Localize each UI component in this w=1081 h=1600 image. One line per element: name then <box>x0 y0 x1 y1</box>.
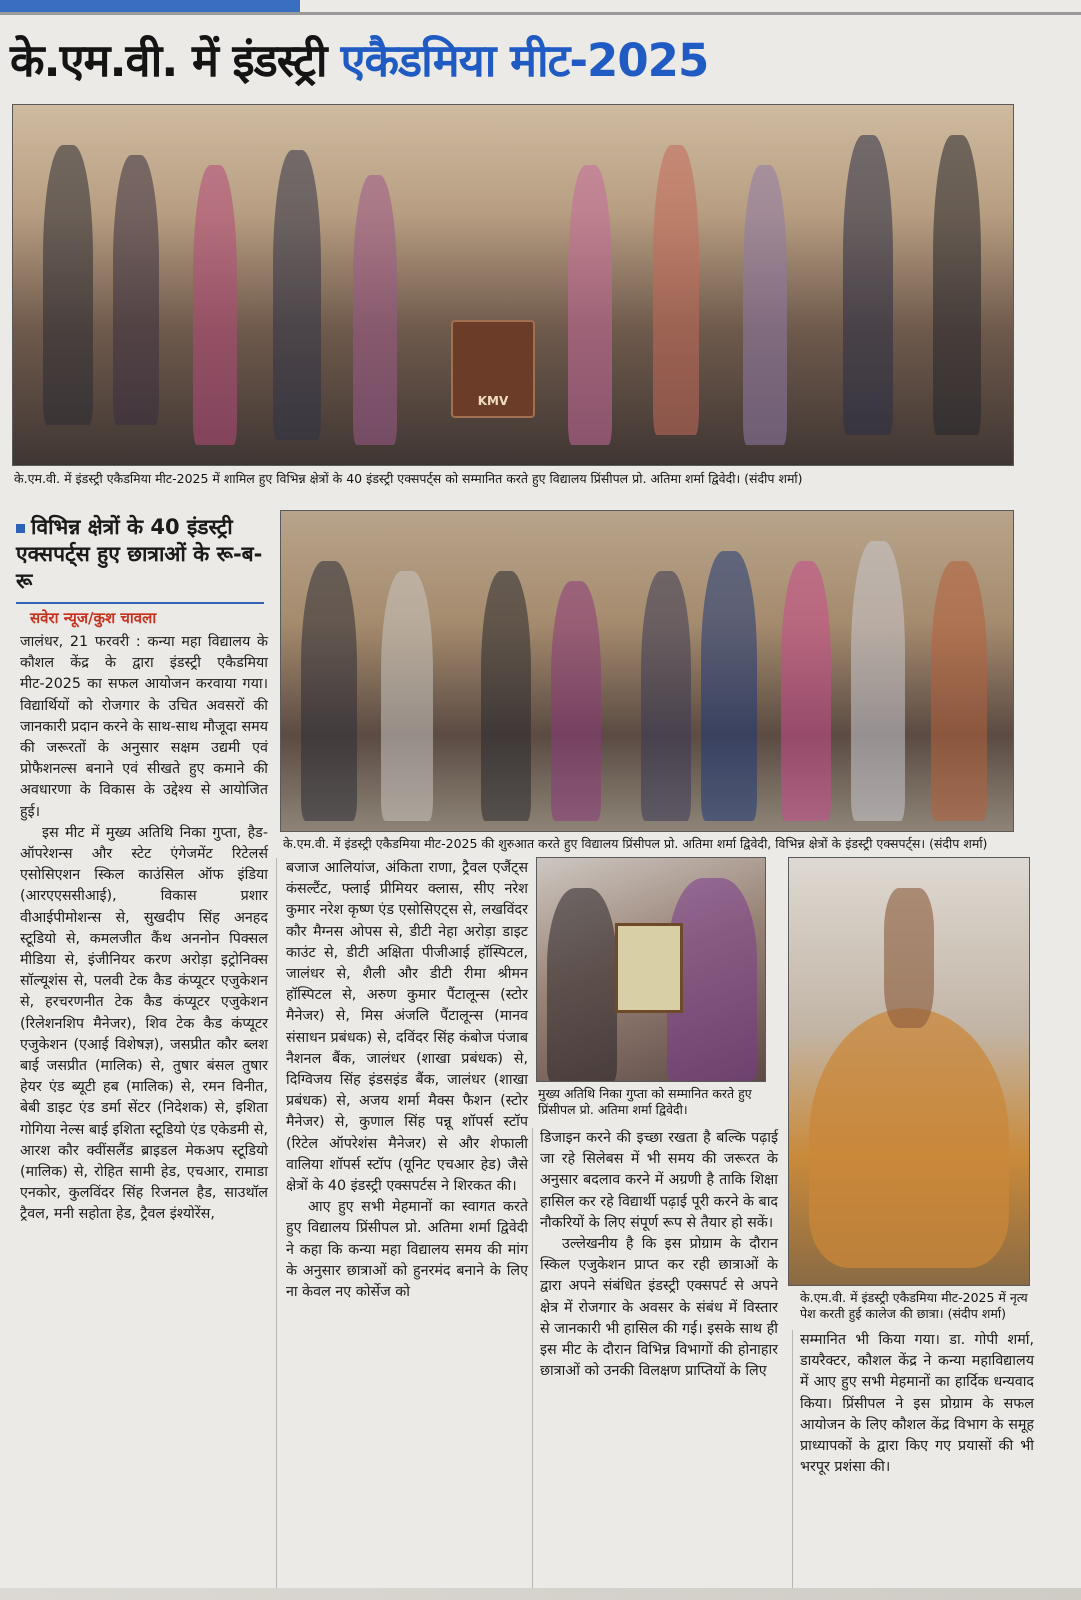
honor-photo-caption: मुख्य अतिथि निका गुप्ता को सम्मानित करते हुए प्रिंसीपल प्रो. अतिमा शर्मा द्विवेदी। <box>538 1086 752 1117</box>
article-paragraph: उल्लेखनीय है कि इस प्रोग्राम के दौरान स्किल एजुकेशन प्राप्त कर रही छात्राओं के द्वारा अपने संबंधित इंडस्ट्री एक्सपर्ट से अपने क्षेत्र में रोजगार के अवसर के संबंध में विस्तार से जानकारी भी हासिल की गई। इसके साथ ही इस मीट के दौरान विभिन्न विभागों की होनाहार छात्राओं को उनकी विलक्षण प्राप्तियों के लिए <box>540 1236 778 1380</box>
headline-black-part: के.एम.वी. में इंडस्ट्री <box>10 34 327 87</box>
subhead-bullet-icon <box>16 524 25 533</box>
headline-blue-part: एकैडमिया मीट-2025 <box>340 34 709 87</box>
article-paragraph: बजाज आलियांज, अंकिता राणा, ट्रैवल एजैंट्स कंसल्टैंट, फ्लाई प्रीमियर क्लास, सीए नरेश कुमार नरेश कृष्ण एंड एसोसिएट्स से, लखविंदर कौर मैग्नस ओपस से, डीटी नेहा अरोड़ा डाइट काउंट से, डीटी अक्षिता पीजीआई हॉस्पिटल, जालंधर से, शैली और डीटी रीमा श्रीमन हॉस्पिटल से, अरुण कुमार पैंटालून्स (स्टोर मैनेजर) से, मिस अंजलि पैंटालून्स (मानव संसाधन प्रबंधक) से, दविंदर सिंह कंबोज पंजाब नैशनल बैंक, जालंधर (शाखा प्रबंधक) से, दिग्विजय सिंह इंडसइंड बैंक, जालंधर (शाखा प्रबंधक) से, अजय शर्मा मैक्स फैशन (स्टोर मैनेजर) से, कुणाल सिंह पन्नू शॉपर्स स्टॉप (रिटेल ऑपरेशंस मैनेजर) से और शेफाली वालिया शॉपर्स स्टॉप (यूनिट एचआर हेड) जैसे क्षेत्रों के 40 इंडस्ट्री एक्सपर्टस ने शिरकत की। <box>286 860 528 1195</box>
lamp-lighting-photo <box>280 510 1014 832</box>
column-divider <box>792 1330 793 1588</box>
top-rule <box>0 12 1081 15</box>
group-photo-caption: के.एम.वी. में इंडस्ट्री एकैडमिया मीट-2025 में शामिल हुए विभिन्न क्षेत्रों के 40 इंडस्ट्री एक्सपर्ट्स को सम्मानित करते हुए विद्यालय प्रिंसीपल प्रो. अतिमा शर्मा द्विवेदी। (संदीप शर्मा) <box>14 471 803 486</box>
page-bottom-edge <box>0 1588 1081 1600</box>
subheadline-text: विभिन्न क्षेत्रों के 40 इंडस्ट्री एक्सपर्ट्स हुए छात्राओं के रू-ब-रू <box>16 515 263 593</box>
article-column-2 <box>286 858 528 1303</box>
article-paragraph: डिजाइन करने की इच्छा रखता है बल्कि पढ़ाई जा रहे सिलेबस में भी समय की जरूरत के अनुसार बदलाव करने में अग्रणी है ताकि शिक्षा हासिल कर रहे विद्यार्थी पढ़ाई पूरी करने के बाद नौकरियों के लिए संपूर्ण रूप से तैयार हो सकें। <box>540 1130 778 1231</box>
kmv-emblem <box>451 320 535 418</box>
article-paragraph: सम्मानित भी किया गया। डा. गोपी शर्मा, डायरैक्टर, कौशल केंद्र ने कन्या महाविद्यालय में आए हुए सभी मेहमानों का हार्दिक धन्यवाद किया। प्रिंसीपल ने इस प्रोग्राम के सफल आयोजन के लिए कौशल केंद्र विभाग के समूह प्राध्यापकों के द्वारा किए गए प्रयासों की भी भरपूर प्रशंसा की। <box>800 1332 1034 1476</box>
article-subheadline <box>16 514 264 595</box>
article-paragraph: आए हुए सभी मेहमानों का स्वागत करते हुए विद्यालय प्रिंसीपल प्रो. अतिमा शर्मा द्विवेदी ने कहा कि कन्या महा विद्यालय समय की मांग के अनुसार छात्राओं को हुनरमंद बनाने के लिए ना केवल नए कोर्सेज को <box>286 1199 528 1301</box>
column-divider <box>532 1128 533 1588</box>
column-divider <box>276 858 277 1588</box>
headline <box>10 20 1075 102</box>
top-color-strip <box>0 0 300 12</box>
subhead-rule <box>16 602 264 604</box>
article-column-4 <box>800 1330 1034 1478</box>
honor-photo <box>536 857 766 1082</box>
byline: सवेरा न्यूज/कुश चावला <box>30 609 157 627</box>
dance-photo-caption: के.एम.वी. में इंडस्ट्री एकैडमिया मीट-2025 में नृत्य पेश करती हुई कालेज की छात्रा। (संदीप शर्मा) <box>800 1290 1028 1321</box>
group-photo <box>12 104 1014 466</box>
article-paragraph: जालंधर, 21 फरवरी : कन्या महा विद्यालय के कौशल केंद्र के द्वारा इंडस्ट्री एकैडमिया मीट-2025 का सफल आयोजन करवाया गया। विद्यार्थियों को रोजगार के उचित अवसरों की जानकारी प्रदान करने के साथ-साथ मौजूदा समय की जरूरतों के अनुसार सक्षम उद्यमी एवं प्रोफैशनल्स बनाने एवं सीखते हुए कमाने की अवधारणा के विकास के उद्देश्य से आयोजित हुई। <box>20 634 268 820</box>
article-column-1 <box>20 632 268 1226</box>
dance-photo <box>788 857 1030 1286</box>
kmv-emblem-text: KMV <box>477 394 509 408</box>
article-column-3 <box>540 1128 778 1382</box>
article-paragraph: इस मीट में मुख्य अतिथि निका गुप्ता, हैड-ऑपरेशन्स और स्टेट एंगेजमेंट रिटेलर्स एसोसिएशन स्किल काउंसिल ऑफ इंडिया (आरएएससीआई), विकास प्रशार वीआईपीमोशन्स से, सुखदीप सिंह अनहद स्टूडियो से, कमलजीत कैंथ अननोन पिक्सल मीडिया से, इंजीनियर करण अरोड़ा इट्रोनिक्स सॉल्यूशंस से, पलवी टेक कैड कंप्यूटर एजुकेशन से, हरचरणनीत टेक कैड कंप्यूटर एजुकेशन (रिलेशनशिप मैनेजर), शिव टेक कैड कंप्यूटर एजुकेशन (एआई विशेषज्ञ), जसप्रीत कौर ब्लश बाई जसप्रीत (मालिक) से, तुषार बंसल तुषार हेयर एंड ब्यूटी हब (मालिक) से, रमन विनीत, बेबी डाइट एंड डर्मा सेंटर (निदेशक) से, इशिता गोगिया नेल्स बाई इशिता स्टूडियो एंड एकेडमी से, आरश कौर क्वींसलैंड ब्राइडल मेकअप स्टूडियो (मालिक) से, रोहित सामी हेड, एचआर, रामाडा एनकोर, कुलविंदर सिंह रिजनल हैड, साउथॉल ट्रैवल, मनी सहोता हेड, ट्रैवल इंश्योरेंस, <box>20 824 268 1223</box>
lamp-photo-caption: के.एम.वी. में इंडस्ट्री एकैडमिया मीट-2025 की शुरुआत करते हुए विद्यालय प्रिंसीपल प्रो. अतिमा शर्मा द्विवेदी, विभिन्न क्षेत्रों के इंडस्ट्री एक्सपर्ट्स। (संदीप शर्मा) <box>283 836 988 851</box>
